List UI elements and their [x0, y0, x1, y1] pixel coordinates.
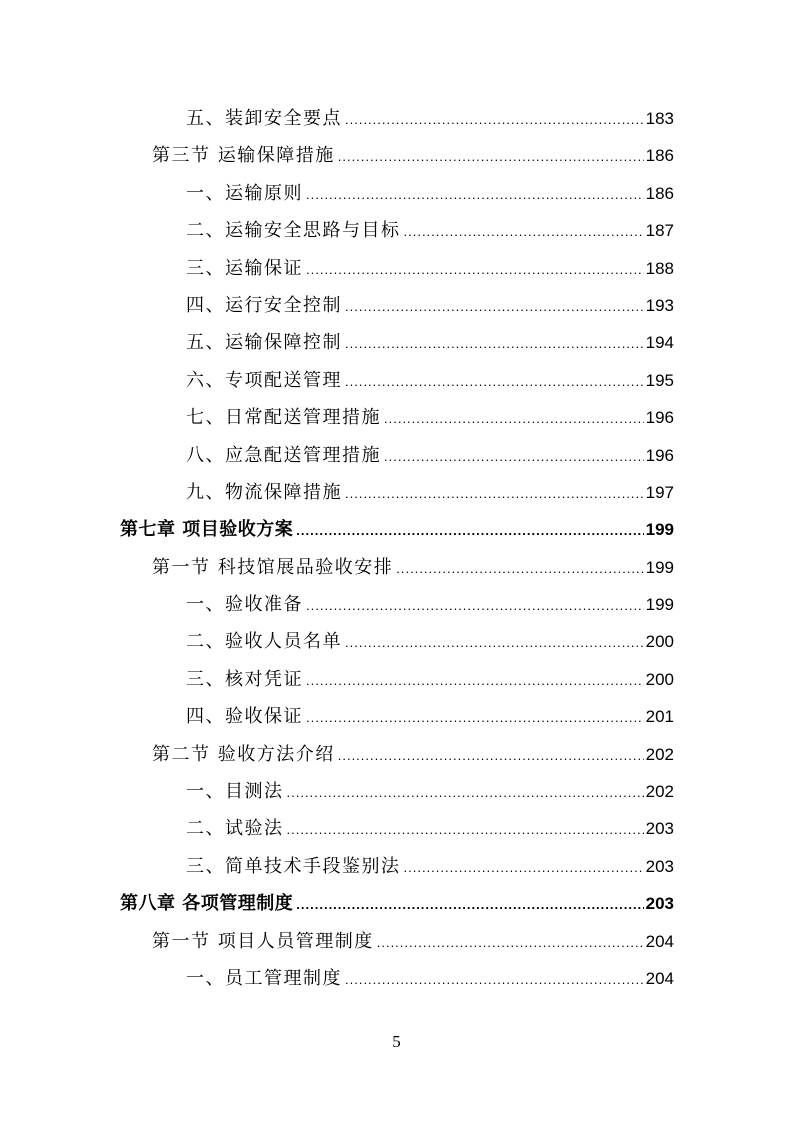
toc-entry-title: 五、运输保障控制	[186, 332, 342, 354]
toc-entry-title: 第一节 项目人员管理制度	[152, 930, 374, 952]
toc-dot-leader	[384, 438, 644, 475]
toc-dot-leader	[345, 363, 644, 400]
toc-dot-leader	[296, 886, 643, 923]
toc-chapter-entry[interactable]	[0, 885, 793, 922]
toc-entry-page: 202	[645, 744, 674, 764]
toc-entry-title: 六、专项配送管理	[186, 369, 342, 391]
toc-entry-page: 188	[645, 258, 674, 278]
toc-entry[interactable]	[0, 848, 793, 885]
toc-dot-leader	[306, 176, 644, 213]
toc-entry-page: 199	[645, 520, 674, 540]
toc-entry[interactable]	[0, 175, 793, 212]
toc-entry-page: 203	[645, 856, 674, 876]
toc-entry-page: 204	[645, 931, 674, 951]
toc-entry-title: 三、简单技术手段鉴别法	[186, 855, 401, 877]
toc-dot-leader	[338, 737, 644, 774]
toc-entry[interactable]	[0, 586, 793, 623]
toc-entry[interactable]	[0, 437, 793, 474]
toc-entry[interactable]	[0, 810, 793, 847]
toc-entry[interactable]	[0, 250, 793, 287]
toc-entry[interactable]	[0, 212, 793, 249]
toc-dot-leader	[345, 624, 644, 661]
toc-entry-page: 202	[645, 782, 674, 802]
toc-entry-page: 199	[645, 557, 674, 577]
toc-entry[interactable]	[0, 623, 793, 660]
toc-entry-title: 一、验收准备	[186, 594, 303, 616]
toc-entry-title: 二、验收人员名单	[186, 631, 342, 653]
toc-entry-page: 183	[645, 109, 674, 128]
toc-entry-page: 186	[645, 146, 674, 166]
toc-dot-leader	[345, 325, 644, 362]
toc-dot-leader	[345, 475, 644, 512]
toc-entry-title: 一、员工管理制度	[186, 967, 342, 989]
toc-entry-page: 203	[645, 894, 674, 914]
toc-entry[interactable]	[0, 773, 793, 810]
toc-dot-leader	[345, 101, 644, 138]
toc-dot-leader	[306, 662, 644, 699]
toc-entry-page: 197	[645, 482, 674, 502]
toc-entry-title: 一、目测法	[186, 781, 284, 803]
toc-entry-title: 一、运输原则	[186, 182, 303, 204]
toc-entry-page: 193	[645, 295, 674, 315]
toc-dot-leader	[287, 774, 644, 811]
toc-entry-title: 二、试验法	[186, 818, 284, 840]
toc-entry-title: 第七章 项目验收方案	[120, 519, 294, 541]
toc-dot-leader	[306, 699, 644, 736]
toc-entry-title: 第八章 各项管理制度	[120, 893, 294, 915]
toc-dot-leader	[306, 587, 644, 624]
toc-chapter-entry[interactable]	[0, 511, 793, 548]
toc-entry-page: 187	[645, 221, 674, 241]
toc-entry-title: 二、运输安全思路与目标	[186, 220, 401, 242]
toc-entry-page: 204	[645, 968, 674, 988]
toc-entry-title: 三、核对凭证	[186, 668, 303, 690]
toc-entry-page: 194	[645, 333, 674, 353]
toc-dot-leader	[345, 961, 644, 998]
toc-entry-title: 八、应急配送管理措施	[186, 444, 381, 466]
toc-dot-leader	[306, 251, 644, 288]
toc-dot-leader	[404, 213, 644, 250]
toc-dot-leader	[396, 550, 643, 587]
toc-entry-page: 199	[645, 595, 674, 615]
table-of-contents	[0, 100, 793, 997]
toc-dot-leader	[338, 138, 644, 175]
toc-entry[interactable]	[0, 960, 793, 997]
toc-entry-title: 三、运输保证	[186, 257, 303, 279]
toc-dot-leader	[404, 849, 644, 886]
toc-entry-page: 196	[645, 445, 674, 465]
toc-entry[interactable]	[0, 362, 793, 399]
toc-entry[interactable]	[0, 287, 793, 324]
page-number: 5	[392, 1032, 401, 1051]
toc-entry[interactable]	[0, 923, 793, 960]
toc-dot-leader	[287, 811, 644, 848]
toc-dot-leader	[296, 512, 643, 549]
toc-entry-title: 第三节 运输保障措施	[152, 145, 335, 167]
toc-entry-title: 四、验收保证	[186, 706, 303, 728]
toc-entry-page: 201	[645, 707, 674, 727]
toc-entry[interactable]	[0, 324, 793, 361]
toc-entry-title: 四、运行安全控制	[186, 294, 342, 316]
toc-entry-page: 195	[645, 370, 674, 390]
toc-entry[interactable]	[0, 698, 793, 735]
toc-entry-title: 九、物流保障措施	[186, 481, 342, 503]
toc-entry-title: 第一节 科技馆展品验收安排	[152, 556, 394, 578]
toc-entry[interactable]	[0, 661, 793, 698]
toc-entry-page: 200	[645, 632, 674, 652]
toc-entry-page: 200	[645, 669, 674, 689]
toc-entry-title: 七、日常配送管理措施	[186, 407, 381, 429]
toc-entry[interactable]	[0, 100, 793, 137]
toc-entry-title: 第二节 验收方法介绍	[152, 743, 335, 765]
toc-entry[interactable]	[0, 736, 793, 773]
toc-entry[interactable]	[0, 399, 793, 436]
toc-entry[interactable]	[0, 549, 793, 586]
toc-dot-leader	[384, 400, 644, 437]
toc-dot-leader	[377, 924, 644, 961]
toc-entry-page: 203	[645, 819, 674, 839]
toc-entry-title: 五、装卸安全要点	[186, 108, 342, 129]
toc-entry[interactable]	[0, 137, 793, 174]
toc-entry-page: 196	[645, 408, 674, 428]
toc-entry-page: 186	[645, 183, 674, 203]
toc-dot-leader	[345, 288, 644, 325]
toc-entry[interactable]	[0, 474, 793, 511]
